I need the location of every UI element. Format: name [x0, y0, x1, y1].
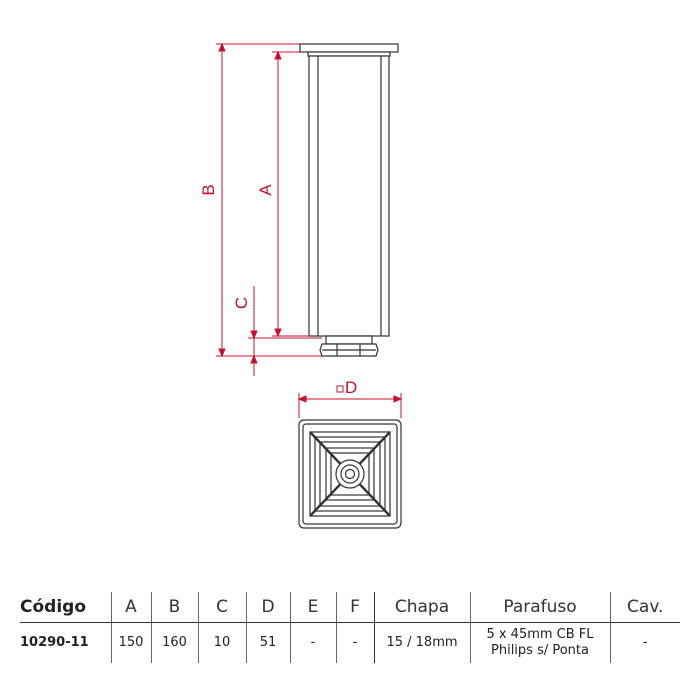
cell-codigo: 10290-11 [20, 623, 111, 664]
leg-body [309, 56, 389, 336]
header-codigo: Código [20, 592, 111, 623]
cell-d: 51 [246, 623, 290, 664]
label-a: A [256, 184, 275, 196]
leg-side-view [300, 44, 398, 356]
label-c: C [232, 296, 251, 310]
header-parafuso: Parafuso [470, 592, 610, 623]
header-e: E [290, 592, 336, 623]
leveler-foot [326, 336, 372, 344]
cell-e: - [290, 623, 336, 664]
cell-f: - [336, 623, 374, 664]
header-chapa: Chapa [374, 592, 470, 623]
square-symbol [337, 386, 343, 392]
header-cav: Cav. [610, 592, 680, 623]
header-d: D [246, 592, 290, 623]
cell-chapa: 15 / 18mm [374, 623, 470, 664]
header-c: C [198, 592, 246, 623]
header-a: A [111, 592, 151, 623]
header-f: F [336, 592, 374, 623]
cell-c: 10 [198, 623, 246, 664]
parafuso-line-1: 5 x 45mm CB FL [486, 627, 594, 642]
cell-b: 160 [151, 623, 198, 664]
specification-table [20, 592, 680, 663]
parafuso-line-2: Philips s/ Ponta [491, 643, 589, 658]
table-header-row [20, 592, 680, 623]
cell-cav: - [642, 635, 648, 650]
cell-a: 150 [111, 623, 151, 664]
label-d: D [345, 378, 358, 397]
label-b: B [199, 184, 218, 196]
table-row [20, 623, 680, 664]
leg-bottom-view [299, 420, 401, 528]
mounting-plate [300, 44, 398, 52]
cell-parafuso [470, 623, 610, 664]
header-b: B [151, 592, 198, 623]
